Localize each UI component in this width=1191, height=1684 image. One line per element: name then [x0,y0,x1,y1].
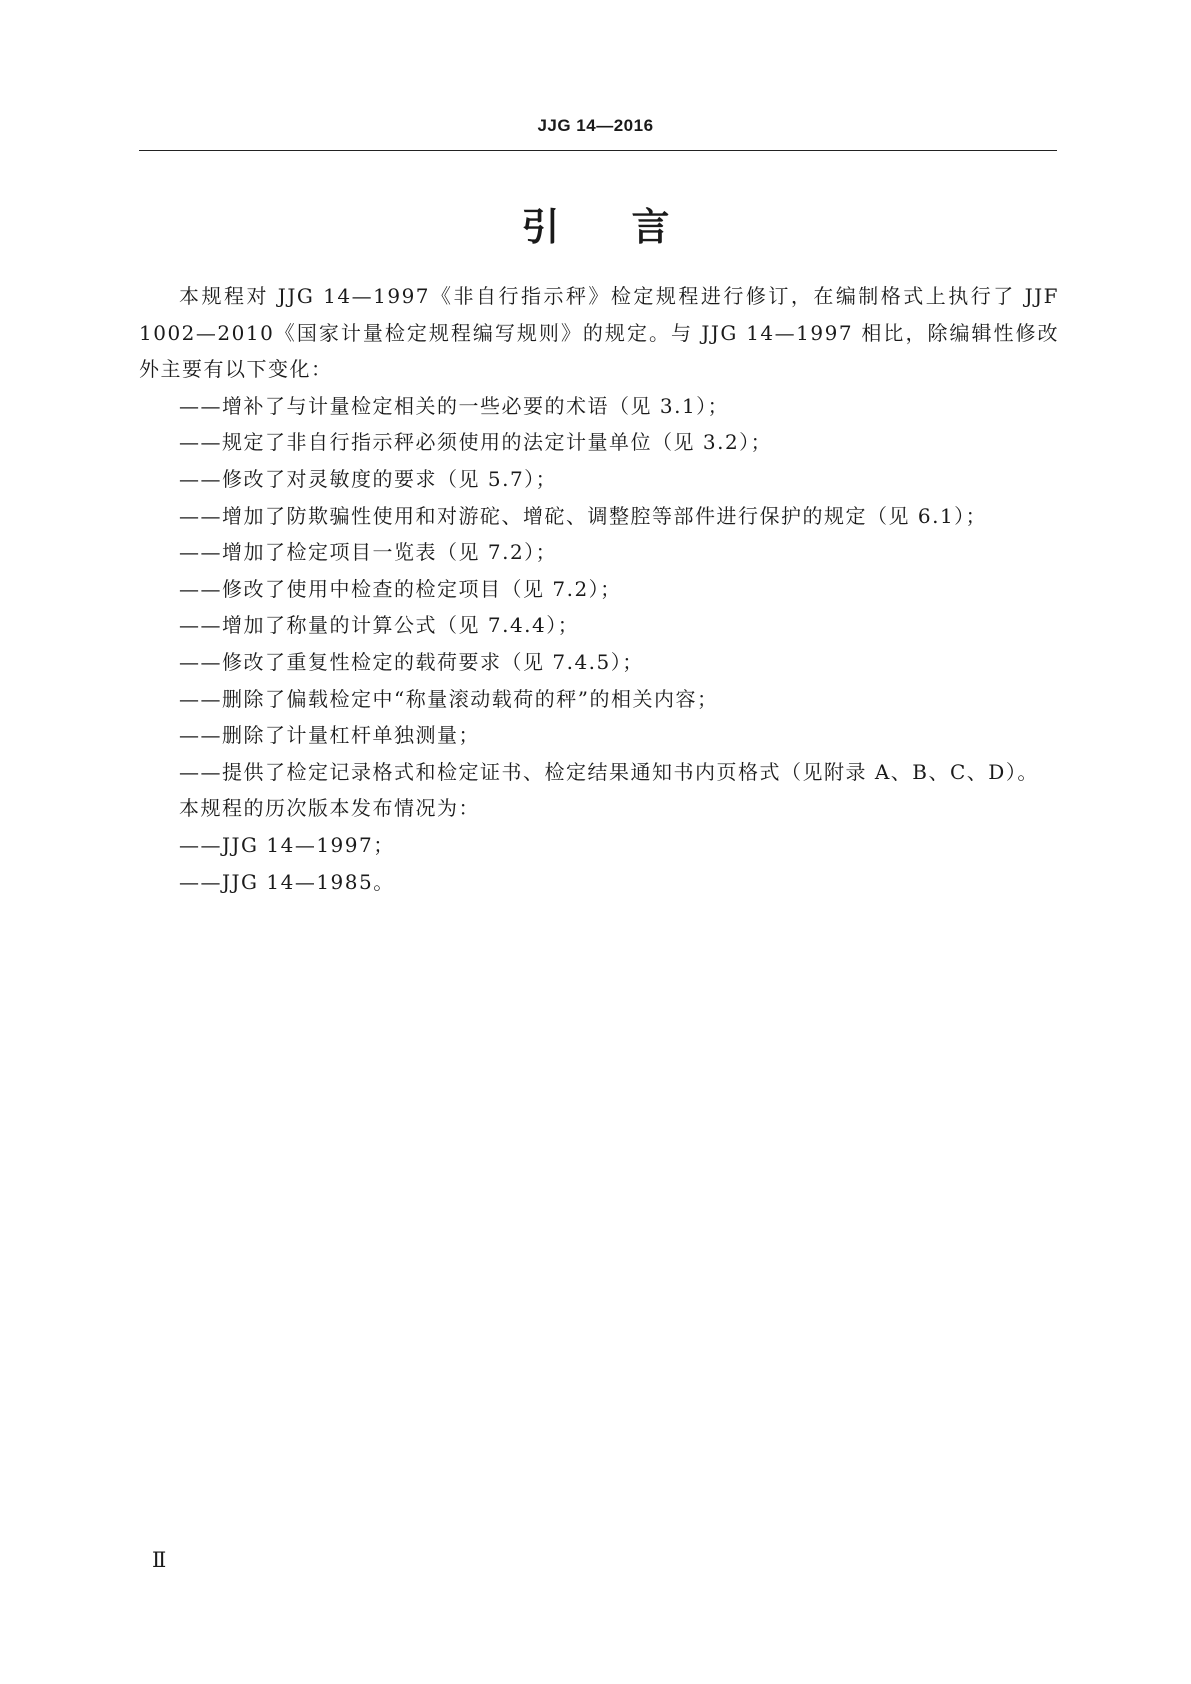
change-item-1: ——增补了与计量检定相关的一些必要的术语（见 3.1）； [179,393,730,418]
change-item-7: ——增加了称量的计算公式（见 7.4.4）； [179,613,580,638]
page-number: Ⅱ [152,1548,167,1572]
history-intro: 本规程的历次版本发布情况为： [179,796,480,821]
change-item-6: ——修改了使用中检查的检定项目（见 7.2）； [179,576,622,601]
change-item-5: ——增加了检定项目一览表（见 7.2）； [179,540,558,565]
document-body [139,278,1059,900]
change-item-3: ——修改了对灵敏度的要求（见 5.7）； [179,466,558,491]
change-item-10: ——删除了计量杠杆单独测量； [179,723,480,748]
history-item-2: ——JJG 14—1985。 [179,869,395,894]
change-item-9: ——删除了偏载检定中“称量滚动载荷的秤”的相关内容； [179,686,719,711]
page-title: 引言 [521,205,742,249]
change-item-4: ——增加了防欺骗性使用和对游砣、增砣、调整腔等部件进行保护的规定（见 6.1）； [179,503,988,528]
header-divider [139,150,1057,151]
history-item-1: ——JJG 14—1997； [179,832,395,857]
document-code-header: JJG 14—2016 [537,116,654,135]
change-item-2: ——规定了非自行指示秤必须使用的法定计量单位（见 3.2）； [179,430,773,455]
intro-paragraph: 本规程对 JJG 14—1997《非自行指示秤》检定规程进行修订，在编制格式上执行了 JJF 1002—2010《国家计量检定规程编写规则》的规定。与 JJG 14—1997 相比，除编辑性修改外主要有以下变化： [139,284,1059,382]
change-item-11: ——提供了检定记录格式和检定证书、检定结果通知书内页格式（见附录 A、B、C、D）。 [179,759,1039,784]
change-item-8: ——修改了重复性检定的载荷要求（见 7.4.5）； [179,649,644,674]
